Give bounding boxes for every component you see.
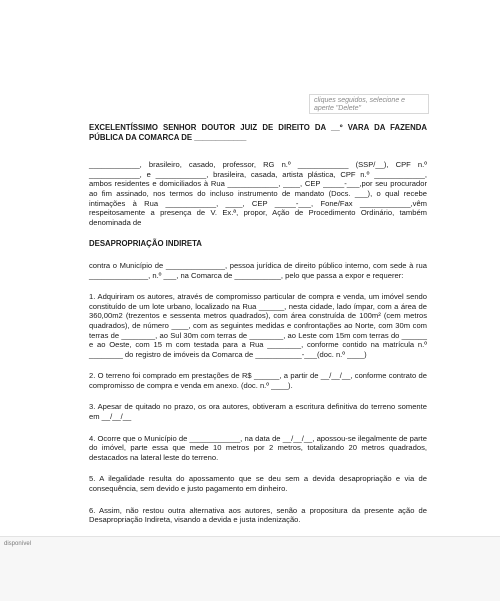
paragraph-1: 1. Adquiriram os autores, através de compromisso particular de compra e venda, um imóvel sendo constituído de um lote urbano, localizado na Rua ______, nesta cidade, lado ímpar, com a área de 360,00m2 (trezentos e sessenta metros quadrados), com área construída de 100m² (cem metros quadrados), de número ____, com as seguintes medidas e confrontações ao Norte, com 30m com terras de ________, ao Sul 30m com terras de ________, ao Leste com 15m com terras do ______ e ao Oeste, com 15 m com testada para a Rua ________, conforme contido na matrícula n.º ________ do registro de imóveis da Comarca de ___________-___(doc. n.º ____): [89, 292, 427, 359]
paragraph-2: 2. O terreno foi comprado em prestações de R$ ______, a partir de __/__/__, conforme contrato de compromisso de compra e venda em anexo. (doc. n.º ____).: [89, 371, 427, 390]
document-body: [89, 123, 427, 537]
footer-bar: [0, 536, 500, 601]
paragraph-4: 4. Ocorre que o Município de ____________, na data de __/__/__, apossou-se ilegalmente de parte do imóvel, parte essa que mede 10 metros por 2 metros, totalizando 20 metros quadrados, destacados na lateral leste do terreno.: [89, 433, 427, 462]
paragraph-0: contra o Município de ______________, pessoa jurídica de direito público interno, com sede à rua ______________, n.º ___, na Comarca de ___________, pelo que passa a expor e requerer:: [89, 260, 427, 280]
document-title: EXCELENTÍSSIMO SENHOR DOUTOR JUIZ DE DIREITO DA __º VARA DA FAZENDA PÚBLICA DA COMARCA DE ____________: [89, 123, 427, 142]
section-subtitle: DESAPROPRIAÇÃO INDIRETA: [89, 239, 202, 249]
availability-label: disponível: [4, 541, 32, 547]
intro-paragraph: ____________, brasileiro, casado, professor, RG n.º ____________ (SSP/__), CPF n.º ____________, e ____________, brasileira, casada, artista plástica, CPF n.º ____________, ambos residentes e domiciliados à Rua ____________, ____, CEP _____-___,por seu procurador ao fim assinado, nos termos do incluso instrumento de mandato (Docs. ___), o qual recebe intimações à Rua ____________, ____, CEP _____-___, Fone/Fax ____________,vêm respeitosamente a presença de V. Ex.ª, propor, Ação de Procedimento Ordinário, também denominada de: [89, 160, 427, 227]
paragraph-6: 6. Assim, não restou outra alternativa aos autores, senão a propositura da presente ação de Desapropriação Indireta, visando a devida e justa indenização.: [89, 505, 427, 525]
paragraph-5: 5. A ilegalidade resulta do apossamento que se deu sem a devida desapropriação e via de consequência, sem devido e justo pagamento em dinheiro.: [89, 474, 427, 494]
paragraph-3: 3. Apesar de quitado no prazo, os ora autores, obtiveram a escritura definitiva do terreno somente em __/__/__: [89, 402, 427, 422]
instruction-note: cliques seguidos, selecione e aperte "Delete": [309, 94, 429, 114]
